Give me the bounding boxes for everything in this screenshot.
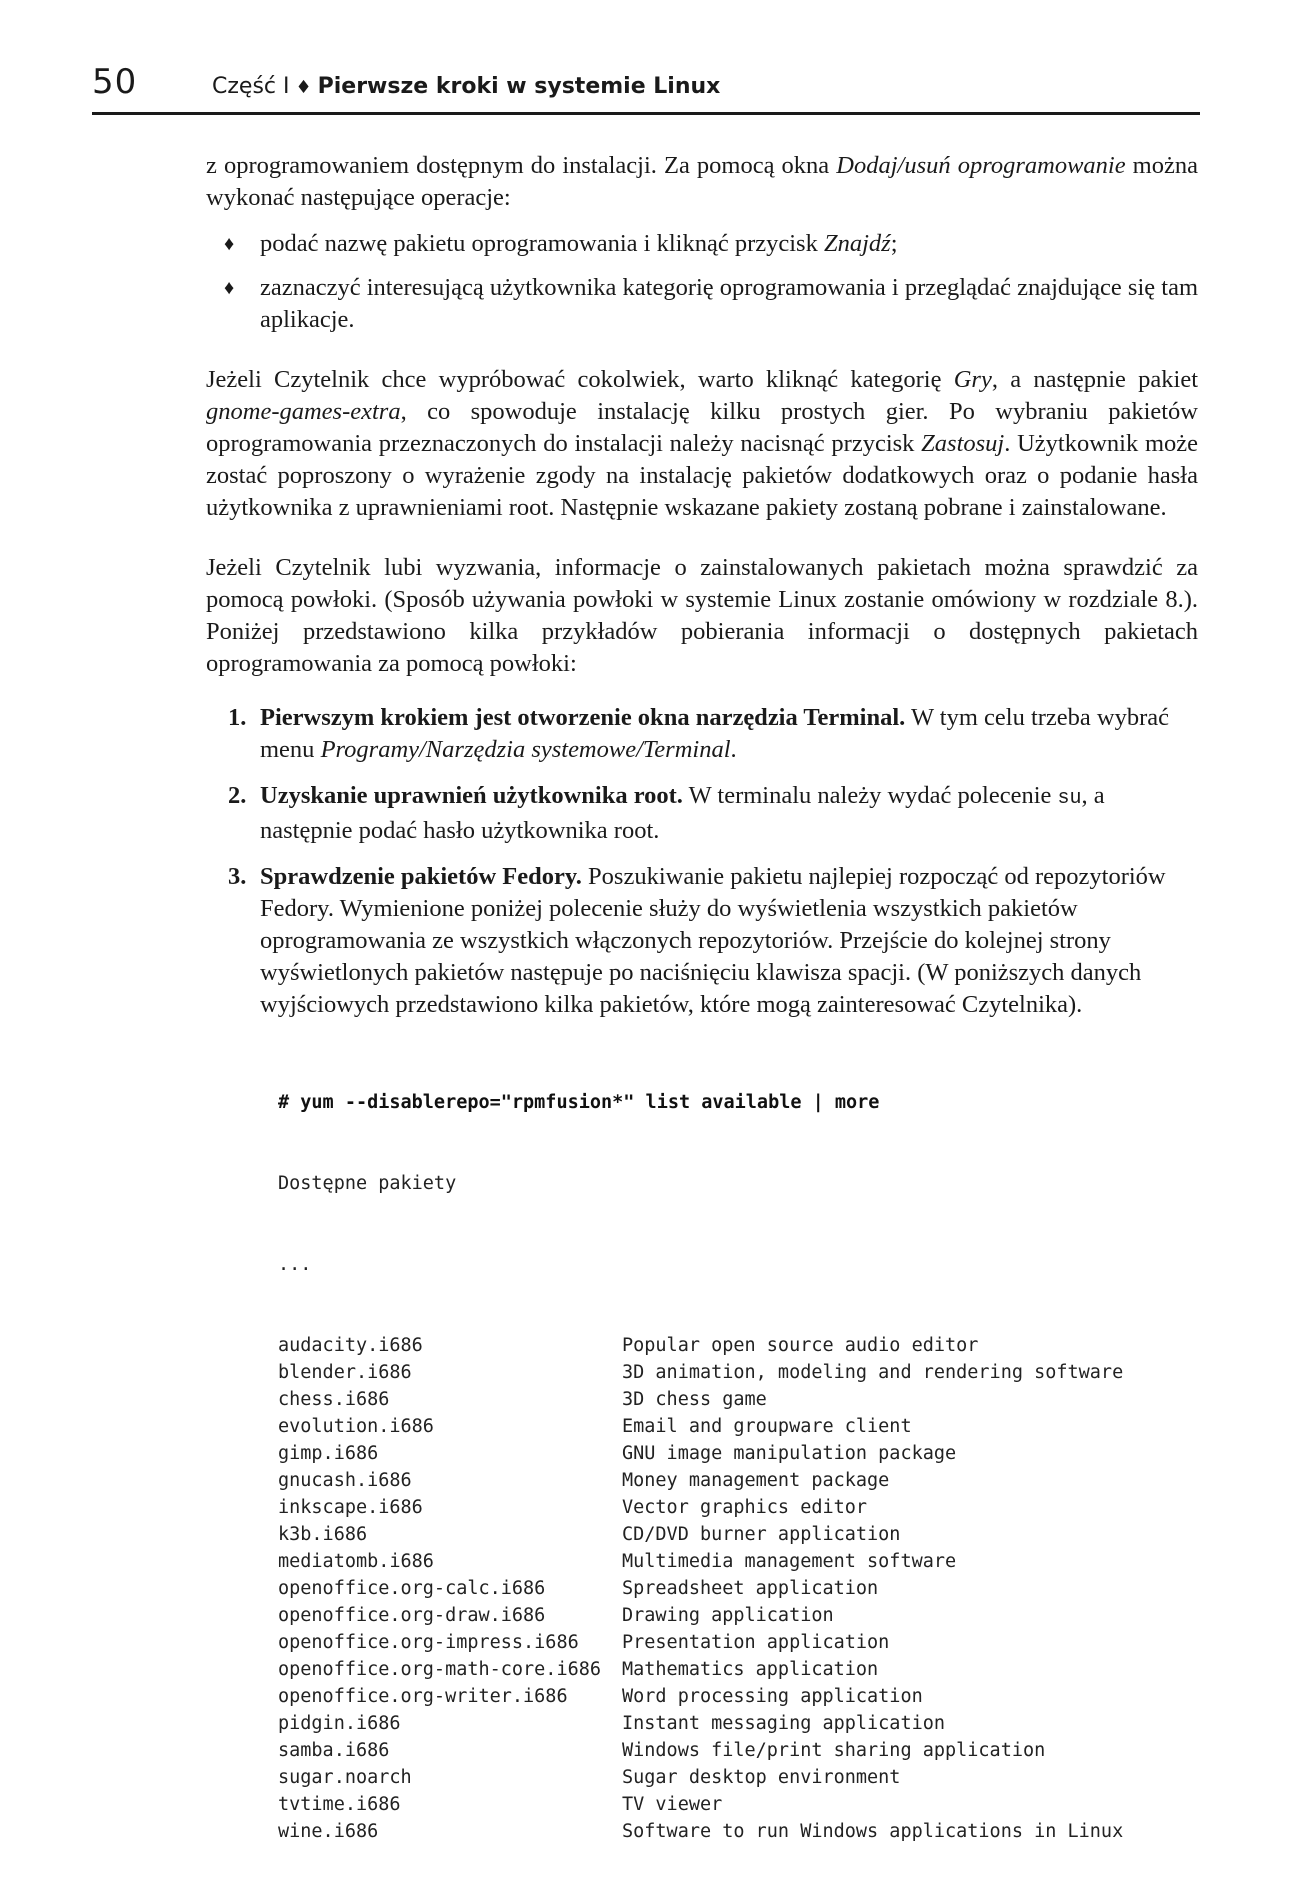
package-name: audacity.i686	[278, 1335, 423, 1356]
step-tail: , a następnie podać hasło użytkownika root.	[260, 782, 1105, 844]
package-row	[278, 1710, 1198, 1737]
package-name: openoffice.org-calc.i686	[278, 1578, 546, 1599]
package-row	[278, 1629, 1198, 1656]
package-description: Presentation application	[622, 1632, 890, 1653]
package-row	[278, 1602, 1198, 1629]
package-row	[278, 1494, 1198, 1521]
step-number: 2.	[228, 782, 247, 809]
bullet-tail: ;	[890, 230, 898, 257]
package-row	[278, 1521, 1198, 1548]
package-description: Software to run Windows applications in Linux	[622, 1821, 1124, 1842]
package-name: gnome-games-extra	[206, 398, 401, 425]
button-name: Znajdź	[823, 230, 891, 257]
bullet-text: podać nazwę pakietu oprogramowania i kliknąć przycisk	[260, 230, 824, 257]
text: , a następnie pakiet	[991, 366, 1198, 393]
package-row	[278, 1791, 1198, 1818]
text: . Użytkownik może zostać poproszony o wyrażenie zgody na instalację pakietów dodatkowych oraz o podanie hasła użytkownika z uprawnieniami root. Następnie wskazane pakiety zostaną pobrane i zainstalowane.	[206, 430, 1198, 521]
package-name: sugar.noarch	[278, 1767, 412, 1788]
package-description: CD/DVD burner application	[622, 1524, 901, 1545]
intro-text-end: można wykonać następujące operacje:	[206, 152, 1198, 211]
page-header	[92, 62, 1200, 115]
package-name: inkscape.i686	[278, 1497, 423, 1518]
package-list	[278, 1332, 1198, 1845]
package-description: Spreadsheet application	[622, 1578, 879, 1599]
package-name: openoffice.org-impress.i686	[278, 1632, 579, 1653]
package-name: pidgin.i686	[278, 1713, 401, 1734]
text: , co spowoduje instalację kilku prostych gier. Po wybraniu pakietów oprogramowania przeznaczonych do instalacji należy nacisnąć przycisk	[206, 398, 1198, 457]
command-line: # yum --disablerepo="rpmfusion*" list available | more	[278, 1092, 880, 1113]
package-name: samba.i686	[278, 1740, 390, 1761]
package-description: Money management package	[622, 1470, 890, 1491]
step-heading: Pierwszym krokiem jest otworzenie okna narzędzia Terminal.	[260, 704, 906, 731]
package-row	[278, 1413, 1198, 1440]
package-description: Popular open source audio editor	[622, 1335, 979, 1356]
diamond-bullet-icon: ♦	[224, 233, 235, 255]
diamond-separator-icon: ♦	[295, 77, 312, 98]
package-row	[278, 1683, 1198, 1710]
package-row	[278, 1467, 1198, 1494]
package-row	[278, 1575, 1198, 1602]
intro-paragraph	[206, 150, 1198, 214]
category-name: Gry	[953, 366, 992, 393]
package-description: Multimedia management software	[622, 1551, 957, 1572]
package-description: Drawing application	[622, 1605, 834, 1626]
step-item	[206, 861, 1198, 1021]
package-row	[278, 1440, 1198, 1467]
package-description: Windows file/print sharing application	[622, 1740, 1046, 1761]
package-name: gnucash.i686	[278, 1470, 412, 1491]
package-description: TV viewer	[622, 1794, 723, 1815]
steps-list	[206, 702, 1198, 1021]
text: Jeżeli Czytelnik chce wypróbować cokolwiek, warto kliknąć kategorię	[206, 366, 954, 393]
package-name: evolution.i686	[278, 1416, 434, 1437]
package-description: 3D animation, modeling and rendering software	[622, 1362, 1124, 1383]
step-text: Poszukiwanie pakietu najlepiej rozpocząć od repozytoriów Fedory. Wymienione poniżej polecenie służy do wyświetlenia wszystkich pakietów oprogramowania ze wszystkich włączonych repozytoriów. Przejście do kolejnej strony wyświetlonych pakietów następuje po naciśnięciu klawisza spacji. (W poniższych danych wyjściowych przedstawiono kilka pakietów, które mogą zainteresować Czytelnika).	[260, 863, 1166, 1018]
command-inline: su	[1057, 787, 1082, 810]
paragraph-shell: Jeżeli Czytelnik lubi wyzwania, informacje o zainstalowanych pakietach można sprawdzić za pomocą powłoki. (Sposób używania powłoki w systemie Linux zostanie omówiony w rozdziale 8.). Poniżej przedstawiono kilka przykładów pobierania informacji o dostępnych pakietach oprogramowania za pomocą powłoki:	[206, 554, 1198, 677]
package-row	[278, 1656, 1198, 1683]
package-description: GNU image manipulation package	[622, 1443, 957, 1464]
package-name: k3b.i686	[278, 1524, 368, 1545]
package-row	[278, 1737, 1198, 1764]
package-row	[278, 1764, 1198, 1791]
package-row	[278, 1818, 1198, 1845]
running-head	[212, 74, 720, 99]
package-name: gimp.i686	[278, 1443, 379, 1464]
page-body	[206, 150, 1198, 1899]
step-item	[206, 780, 1198, 847]
package-description: Email and groupware client	[622, 1416, 912, 1437]
step-tail: .	[730, 736, 737, 763]
package-description: Vector graphics editor	[622, 1497, 868, 1518]
operations-list	[206, 228, 1198, 336]
button-name: Zastosuj	[921, 430, 1005, 457]
step-number: 1.	[228, 704, 247, 731]
intro-text: z oprogramowaniem dostępnym do instalacji. Za pomocą okna	[206, 152, 837, 179]
part-label: Część I	[212, 74, 290, 99]
list-item	[206, 228, 1198, 260]
chapter-title: Pierwsze kroki w systemie Linux	[317, 74, 721, 99]
step-heading: Uzyskanie uprawnień użytkownika root.	[260, 782, 683, 809]
package-name: openoffice.org-draw.i686	[278, 1605, 546, 1626]
listing-ellipsis: ...	[278, 1254, 312, 1275]
package-name: blender.i686	[278, 1362, 412, 1383]
package-name: chess.i686	[278, 1389, 390, 1410]
code-listing	[278, 1035, 1198, 1899]
bullet-text: zaznaczyć interesującą użytkownika kategorię oprogramowania i przeglądać znajdujące się tam aplikacje.	[260, 274, 1199, 333]
package-description: Sugar desktop environment	[622, 1767, 901, 1788]
package-name: tvtime.i686	[278, 1794, 401, 1815]
listing-heading: Dostępne pakiety	[278, 1173, 457, 1194]
package-row	[278, 1332, 1198, 1359]
menu-path: Programy/Narzędzia systemowe/Terminal	[320, 736, 731, 763]
list-item	[206, 272, 1198, 336]
package-name: wine.i686	[278, 1821, 379, 1842]
step-item	[206, 702, 1198, 766]
package-description: Word processing application	[622, 1686, 923, 1707]
package-row	[278, 1359, 1198, 1386]
window-name: Dodaj/usuń oprogramowanie	[836, 152, 1126, 179]
package-name: mediatomb.i686	[278, 1551, 434, 1572]
step-text: W tym celu trzeba wybrać menu	[260, 704, 1170, 763]
package-name: openoffice.org-writer.i686	[278, 1686, 568, 1707]
step-text: W terminalu należy wydać polecenie	[682, 782, 1058, 809]
package-description: Instant messaging application	[622, 1713, 946, 1734]
package-name: openoffice.org-math-core.i686	[278, 1659, 602, 1680]
package-description: Mathematics application	[622, 1659, 879, 1680]
step-heading: Sprawdzenie pakietów Fedory.	[260, 863, 582, 890]
page-number: 50	[92, 62, 138, 102]
package-description: 3D chess game	[622, 1389, 767, 1410]
step-number: 3.	[228, 863, 247, 890]
package-row	[278, 1548, 1198, 1575]
package-row	[278, 1386, 1198, 1413]
diamond-bullet-icon: ♦	[224, 277, 235, 299]
paragraph-games	[206, 364, 1198, 524]
